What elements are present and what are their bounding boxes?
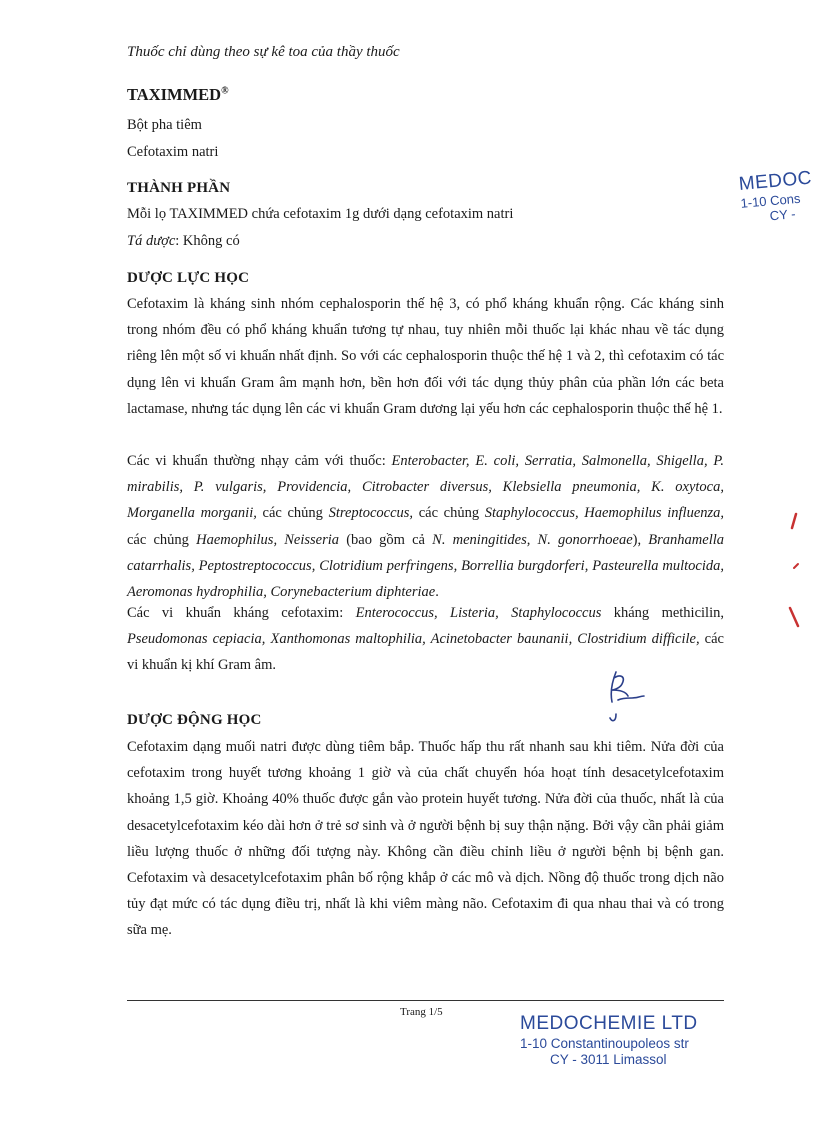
sensitive-haem: Haemophilus, Neisseria [196, 531, 340, 548]
resistant-list-2: Pseudomonas cepiacia, Xanthomonas maltophilia, Acinetobacter baunanii, Clostridium difficile, [127, 631, 700, 648]
pharmacokinetics-paragraph: Cefotaxim dạng muối natri được dùng tiêm bắp. Thuốc hấp thu rất nhanh sau khi tiêm. Nửa đời của cefotaxim trong huyết tương khoảng 1 giờ và của chất chuyển hóa hoạt tính desacetylcefotaxim khoảng 1,5 giờ. Khoảng 40% thuốc được gắn vào protein huyết tương. Nửa đời của thuốc, nhất là của desacetylcefotaxim kéo dài hơn ở trẻ sơ sinh và ở người bệnh bị suy thận nặng. Bởi vậy cần phải giảm liều lượng thuốc ở những đối tượng này. Không cần điều chỉnh liều ở người bệnh bị bệnh gan. Cefotaxim và desacetylcefotaxim phân bố rộng khắp ở các mô và dịch. Nồng độ thuốc trong dịch não tủy đạt mức có tác dụng điều trị, nhất là khi viêm màng não. Cefotaxim đi qua nhau thai và có trong sữa mẹ. [127, 739, 724, 939]
sensitive-strep: Streptococcus, [328, 505, 414, 522]
side-stamp-line-3: CY - [769, 206, 797, 224]
composition-line: Mỗi lọ TAXIMMED chứa cefotaxim 1g dưới dạng cefotaxim natri [127, 206, 514, 222]
resistant-text-1: kháng methicilin, [601, 605, 724, 621]
signature-mark [598, 668, 678, 728]
stamp-address-2: CY - 3011 Limassol [550, 1052, 667, 1067]
stamp-company: MEDOCHEMIE LTD [520, 1013, 698, 1034]
pharmacodynamics-heading: DƯỢC LỰC HỌC [127, 270, 250, 286]
sensitive-intro: Các vi khuẩn thường nhạy cảm với thuốc: [127, 453, 392, 469]
excipient-label: Tá dược [127, 233, 176, 249]
sensitive-text-4: (bao gồm cả [339, 531, 433, 548]
excipient-value: : Không có [175, 233, 240, 249]
sensitive-list-1: Enterobacter, E. coli, Serratia, Salmonella, Shigella, P. mirabilis, P. vulgaris, Providencia, Citrobacter diversus, Klebsiella pneumonia, K. oxytoca, Morganella morganii, [127, 453, 724, 522]
margin-red-marks [786, 508, 800, 628]
product-name-text: TAXIMMED [127, 85, 222, 104]
footer-divider [127, 1000, 724, 1001]
registered-mark: ® [221, 85, 229, 97]
pharmacodynamics-paragraph-2 [127, 448, 724, 605]
stamp-address-1: 1-10 Constantinoupoleos str [520, 1036, 689, 1051]
sensitive-text-2: các chủng [413, 505, 485, 522]
sensitive-list-2: Branhamella catarrhalis, Peptostreptococcus, Clotridium perfringens, Borrellia burgdorferi, Pasteurella multocida, Aeromonas hydrophilia, Corynebacterium diphteriae [127, 531, 725, 601]
sensitive-text-5: ), [632, 531, 649, 548]
excipient-line [127, 233, 240, 250]
resistant-list-1: Enterococcus, Listeria, Staphylococcus [355, 605, 602, 621]
composition-heading: THÀNH PHẦN [127, 180, 231, 196]
page-number: Trang 1/5 [400, 1006, 443, 1018]
sensitive-text-3: các chủng [127, 531, 197, 548]
sensitive-end: . [435, 584, 439, 601]
product-name [127, 85, 229, 105]
prescription-note: Thuốc chỉ dùng theo sự kê toa của thầy thuốc [127, 44, 400, 60]
company-stamp [520, 1013, 720, 1067]
resistant-intro: Các vi khuẩn kháng cefotaxim: [127, 605, 356, 621]
side-stamp-line-2: 1-10 Cons [739, 190, 801, 211]
sensitive-text-1: các chủng [256, 505, 329, 522]
product-form: Bột pha tiêm [127, 117, 202, 133]
side-stamp-line-1: MEDOC [738, 167, 813, 195]
sensitive-staph: Staphylococcus, Haemophilus influenza, [484, 505, 725, 522]
pharmacodynamics-paragraph-1: Cefotaxim là kháng sinh nhóm cephalosporin thế hệ 3, có phổ kháng khuẩn rộng. Các kháng sinh trong nhóm đều có phổ kháng khuẩn tương tự nhau, tuy nhiên mỗi thuốc lại khác nhau về tác dụng riêng lên một số vi khuẩn nhất định. So với các cephalosporin thuộc thế hệ 1 và 2, thì cefotaxim có tác dụng lên vi khuẩn Gram âm mạnh hơn, bền hơn đối với tác dụng thủy phân của phần lớn các beta lactamase, nhưng tác dụng lên các vi khuẩn Gram dương lại yếu hơn các cephalosporin thuộc thế hệ 1. [127, 296, 724, 417]
pharmacokinetics-heading: DƯỢC ĐỘNG HỌC [127, 712, 262, 728]
company-stamp-partial [738, 168, 815, 226]
pharmacodynamics-paragraph-3 [127, 600, 724, 679]
product-substance: Cefotaxim natri [127, 144, 219, 160]
sensitive-neisseria: N. meningitides, N. gonorrhoeae [432, 531, 633, 548]
resistant-text-2: các vi khuẩn kị khí Gram âm. [127, 631, 724, 674]
